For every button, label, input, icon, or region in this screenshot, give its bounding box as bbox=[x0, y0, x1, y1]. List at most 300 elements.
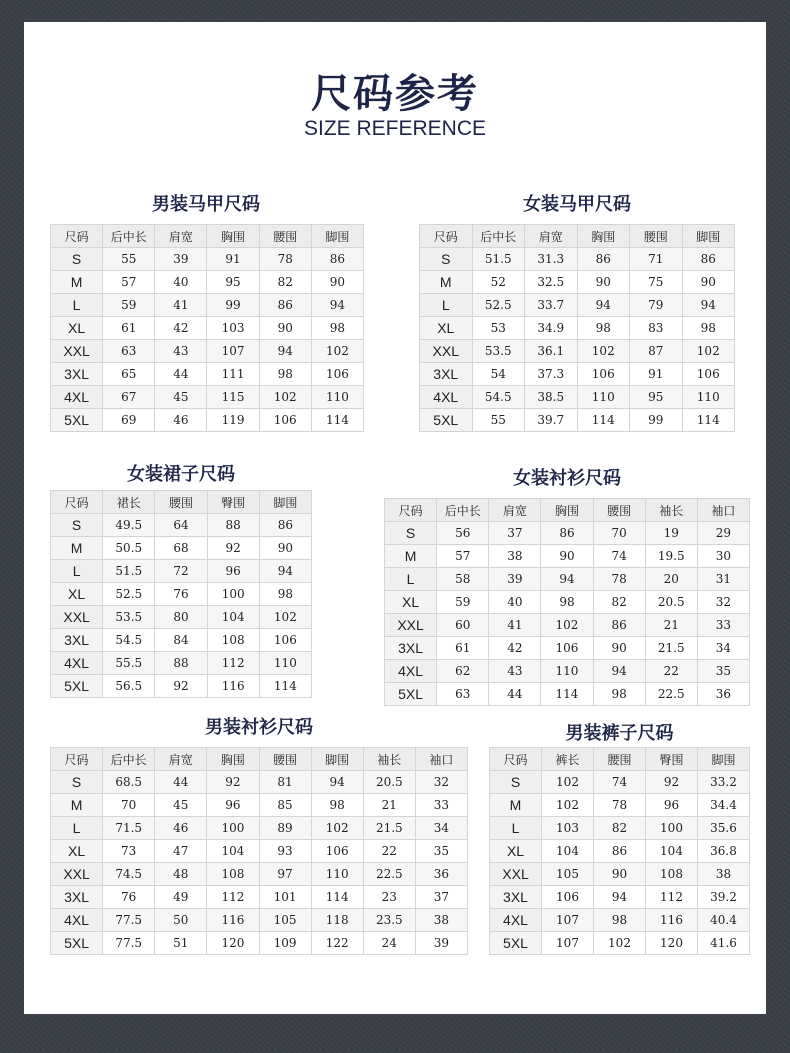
measurement-cell: 41 bbox=[155, 294, 207, 317]
size-label-cell: M bbox=[51, 537, 103, 560]
measurement-cell: 35 bbox=[697, 660, 749, 683]
table-row bbox=[420, 363, 735, 386]
column-header: 胸围 bbox=[207, 225, 259, 248]
size-label-cell: 4XL bbox=[51, 386, 103, 409]
measurement-cell: 94 bbox=[311, 771, 363, 794]
column-header: 裤长 bbox=[542, 748, 594, 771]
measurement-cell: 63 bbox=[437, 683, 489, 706]
measurement-cell: 108 bbox=[207, 629, 259, 652]
column-header: 腰围 bbox=[630, 225, 683, 248]
measurement-cell: 39 bbox=[489, 568, 541, 591]
size-label-cell: XL bbox=[51, 840, 103, 863]
measurement-cell: 55 bbox=[472, 409, 525, 432]
measurement-cell: 22 bbox=[645, 660, 697, 683]
measurement-cell: 82 bbox=[594, 817, 646, 840]
size-label-cell: 4XL bbox=[490, 909, 542, 932]
measurement-cell: 67 bbox=[103, 386, 155, 409]
measurement-cell: 97 bbox=[259, 863, 311, 886]
measurement-cell: 39.7 bbox=[525, 409, 578, 432]
measurement-cell: 38 bbox=[489, 545, 541, 568]
measurement-cell: 106 bbox=[541, 637, 593, 660]
measurement-cell: 19 bbox=[645, 522, 697, 545]
measurement-cell: 93 bbox=[259, 840, 311, 863]
table-row bbox=[51, 932, 468, 955]
measurement-cell: 122 bbox=[311, 932, 363, 955]
size-label-cell: 4XL bbox=[385, 660, 437, 683]
measurement-cell: 82 bbox=[259, 271, 311, 294]
measurement-cell: 99 bbox=[630, 409, 683, 432]
mens-vest-title: 男装马甲尺码 bbox=[152, 194, 260, 215]
column-header: 肩宽 bbox=[155, 225, 207, 248]
measurement-cell: 114 bbox=[311, 886, 363, 909]
measurement-cell: 20.5 bbox=[645, 591, 697, 614]
size-label-cell: 5XL bbox=[385, 683, 437, 706]
table-row bbox=[51, 817, 468, 840]
measurement-cell: 90 bbox=[259, 317, 311, 340]
measurement-cell: 96 bbox=[646, 794, 698, 817]
column-header: 脚围 bbox=[311, 225, 363, 248]
measurement-cell: 20.5 bbox=[363, 771, 415, 794]
measurement-cell: 107 bbox=[542, 932, 594, 955]
table-row bbox=[51, 863, 468, 886]
size-label-cell: XL bbox=[385, 591, 437, 614]
measurement-cell: 120 bbox=[207, 932, 259, 955]
measurement-cell: 106 bbox=[682, 363, 735, 386]
measurement-cell: 61 bbox=[103, 317, 155, 340]
column-header: 胸围 bbox=[577, 225, 630, 248]
measurement-cell: 33 bbox=[697, 614, 749, 637]
table-row bbox=[385, 591, 750, 614]
measurement-cell: 65 bbox=[103, 363, 155, 386]
measurement-cell: 38 bbox=[415, 909, 467, 932]
size-label-cell: XXL bbox=[51, 340, 103, 363]
measurement-cell: 43 bbox=[155, 340, 207, 363]
womens-shirt-table bbox=[384, 498, 750, 706]
size-label-cell: 3XL bbox=[420, 363, 473, 386]
size-label-cell: M bbox=[420, 271, 473, 294]
column-header: 后中长 bbox=[437, 499, 489, 522]
table-row bbox=[420, 386, 735, 409]
measurement-cell: 118 bbox=[311, 909, 363, 932]
measurement-cell: 64 bbox=[155, 514, 207, 537]
measurement-cell: 90 bbox=[577, 271, 630, 294]
measurement-cell: 35 bbox=[415, 840, 467, 863]
womens-vest-title: 女装马甲尺码 bbox=[523, 194, 631, 215]
measurement-cell: 106 bbox=[311, 840, 363, 863]
measurement-cell: 86 bbox=[577, 248, 630, 271]
table-row bbox=[51, 909, 468, 932]
column-header: 尺码 bbox=[385, 499, 437, 522]
measurement-cell: 110 bbox=[682, 386, 735, 409]
table-row bbox=[385, 660, 750, 683]
measurement-cell: 102 bbox=[542, 771, 594, 794]
measurement-cell: 86 bbox=[594, 840, 646, 863]
table-row bbox=[51, 840, 468, 863]
column-header: 腰围 bbox=[155, 491, 207, 514]
measurement-cell: 54.5 bbox=[103, 629, 155, 652]
measurement-cell: 39.2 bbox=[698, 886, 750, 909]
table-row bbox=[51, 794, 468, 817]
measurement-cell: 106 bbox=[577, 363, 630, 386]
size-label-cell: 3XL bbox=[385, 637, 437, 660]
measurement-cell: 77.5 bbox=[103, 909, 155, 932]
measurement-cell: 76 bbox=[103, 886, 155, 909]
table-row bbox=[51, 537, 312, 560]
measurement-cell: 71.5 bbox=[103, 817, 155, 840]
table-row bbox=[51, 675, 312, 698]
measurement-cell: 21.5 bbox=[645, 637, 697, 660]
measurement-cell: 34.4 bbox=[698, 794, 750, 817]
measurement-cell: 55.5 bbox=[103, 652, 155, 675]
size-label-cell: XL bbox=[420, 317, 473, 340]
table-row bbox=[51, 409, 364, 432]
column-header: 尺码 bbox=[51, 491, 103, 514]
table-row bbox=[420, 340, 735, 363]
measurement-cell: 86 bbox=[311, 248, 363, 271]
measurement-cell: 94 bbox=[259, 560, 311, 583]
table-row bbox=[490, 771, 750, 794]
size-label-cell: 5XL bbox=[420, 409, 473, 432]
measurement-cell: 75 bbox=[630, 271, 683, 294]
table-row bbox=[490, 863, 750, 886]
column-header: 脚围 bbox=[259, 491, 311, 514]
table-row bbox=[490, 840, 750, 863]
measurement-cell: 116 bbox=[207, 675, 259, 698]
measurement-cell: 52.5 bbox=[103, 583, 155, 606]
measurement-cell: 77.5 bbox=[103, 932, 155, 955]
measurement-cell: 41.6 bbox=[698, 932, 750, 955]
measurement-cell: 40 bbox=[489, 591, 541, 614]
measurement-cell: 53.5 bbox=[472, 340, 525, 363]
header-row bbox=[51, 491, 312, 514]
measurement-cell: 42 bbox=[489, 637, 541, 660]
measurement-cell: 102 bbox=[541, 614, 593, 637]
column-header: 腰围 bbox=[259, 225, 311, 248]
measurement-cell: 24 bbox=[363, 932, 415, 955]
column-header: 袖长 bbox=[645, 499, 697, 522]
size-label-cell: XXL bbox=[420, 340, 473, 363]
size-label-cell: S bbox=[51, 248, 103, 271]
measurement-cell: 90 bbox=[311, 271, 363, 294]
measurement-cell: 55 bbox=[103, 248, 155, 271]
measurement-cell: 56.5 bbox=[103, 675, 155, 698]
measurement-cell: 82 bbox=[593, 591, 645, 614]
mens-pants-table bbox=[489, 747, 750, 955]
measurement-cell: 36 bbox=[415, 863, 467, 886]
column-header: 尺码 bbox=[51, 225, 103, 248]
table-row bbox=[490, 932, 750, 955]
table-row bbox=[51, 294, 364, 317]
measurement-cell: 91 bbox=[207, 248, 259, 271]
table-row bbox=[420, 409, 735, 432]
column-header: 尺码 bbox=[420, 225, 473, 248]
column-header: 胸围 bbox=[207, 748, 259, 771]
measurement-cell: 51 bbox=[155, 932, 207, 955]
measurement-cell: 71 bbox=[630, 248, 683, 271]
table-row bbox=[490, 817, 750, 840]
column-header: 肩宽 bbox=[155, 748, 207, 771]
measurement-cell: 102 bbox=[259, 606, 311, 629]
table-row bbox=[385, 614, 750, 637]
table-row bbox=[420, 294, 735, 317]
measurement-cell: 102 bbox=[594, 932, 646, 955]
measurement-cell: 114 bbox=[541, 683, 593, 706]
measurement-cell: 78 bbox=[259, 248, 311, 271]
size-label-cell: M bbox=[51, 271, 103, 294]
header-row bbox=[51, 225, 364, 248]
table-row bbox=[490, 794, 750, 817]
column-header: 脚围 bbox=[682, 225, 735, 248]
measurement-cell: 30 bbox=[697, 545, 749, 568]
size-label-cell: S bbox=[420, 248, 473, 271]
size-label-cell: XL bbox=[51, 583, 103, 606]
measurement-cell: 59 bbox=[103, 294, 155, 317]
measurement-cell: 44 bbox=[489, 683, 541, 706]
measurement-cell: 52 bbox=[472, 271, 525, 294]
measurement-cell: 34 bbox=[415, 817, 467, 840]
measurement-cell: 105 bbox=[542, 863, 594, 886]
measurement-cell: 110 bbox=[541, 660, 593, 683]
measurement-cell: 78 bbox=[594, 794, 646, 817]
measurement-cell: 34 bbox=[697, 637, 749, 660]
measurement-cell: 86 bbox=[541, 522, 593, 545]
size-label-cell: 4XL bbox=[51, 652, 103, 675]
measurement-cell: 36.1 bbox=[525, 340, 578, 363]
measurement-cell: 108 bbox=[646, 863, 698, 886]
measurement-cell: 62 bbox=[437, 660, 489, 683]
measurement-cell: 102 bbox=[311, 340, 363, 363]
measurement-cell: 110 bbox=[259, 652, 311, 675]
measurement-cell: 106 bbox=[311, 363, 363, 386]
measurement-cell: 84 bbox=[155, 629, 207, 652]
measurement-cell: 98 bbox=[594, 909, 646, 932]
measurement-cell: 86 bbox=[682, 248, 735, 271]
measurement-cell: 45 bbox=[155, 386, 207, 409]
measurement-cell: 47 bbox=[155, 840, 207, 863]
measurement-cell: 76 bbox=[155, 583, 207, 606]
measurement-cell: 68 bbox=[155, 537, 207, 560]
measurement-cell: 74 bbox=[593, 545, 645, 568]
measurement-cell: 83 bbox=[630, 317, 683, 340]
measurement-cell: 106 bbox=[542, 886, 594, 909]
measurement-cell: 49.5 bbox=[103, 514, 155, 537]
measurement-cell: 35.6 bbox=[698, 817, 750, 840]
table-row bbox=[51, 886, 468, 909]
measurement-cell: 98 bbox=[593, 683, 645, 706]
measurement-cell: 98 bbox=[577, 317, 630, 340]
womens-shirt-title: 女装衬衫尺码 bbox=[513, 468, 621, 489]
measurement-cell: 112 bbox=[207, 652, 259, 675]
measurement-cell: 96 bbox=[207, 560, 259, 583]
measurement-cell: 96 bbox=[207, 794, 259, 817]
measurement-cell: 57 bbox=[437, 545, 489, 568]
size-label-cell: 5XL bbox=[51, 932, 103, 955]
measurement-cell: 94 bbox=[259, 340, 311, 363]
measurement-cell: 102 bbox=[259, 386, 311, 409]
measurement-cell: 22.5 bbox=[363, 863, 415, 886]
measurement-cell: 111 bbox=[207, 363, 259, 386]
measurement-cell: 110 bbox=[577, 386, 630, 409]
size-label-cell: XXL bbox=[51, 863, 103, 886]
size-label-cell: 3XL bbox=[490, 886, 542, 909]
measurement-cell: 33 bbox=[415, 794, 467, 817]
column-header: 肩宽 bbox=[489, 499, 541, 522]
measurement-cell: 51.5 bbox=[472, 248, 525, 271]
table-row bbox=[385, 522, 750, 545]
page-subtitle: SIZE REFERENCE bbox=[303, 117, 487, 140]
measurement-cell: 107 bbox=[542, 909, 594, 932]
measurement-cell: 44 bbox=[155, 771, 207, 794]
womens-skirt-title: 女装裙子尺码 bbox=[127, 464, 235, 485]
measurement-cell: 74.5 bbox=[103, 863, 155, 886]
measurement-cell: 92 bbox=[207, 537, 259, 560]
table-row bbox=[420, 271, 735, 294]
measurement-cell: 37 bbox=[489, 522, 541, 545]
size-label-cell: M bbox=[385, 545, 437, 568]
column-header: 袖长 bbox=[363, 748, 415, 771]
size-label-cell: XL bbox=[490, 840, 542, 863]
measurement-cell: 103 bbox=[207, 317, 259, 340]
measurement-cell: 33.2 bbox=[698, 771, 750, 794]
measurement-cell: 32 bbox=[415, 771, 467, 794]
header-row bbox=[385, 499, 750, 522]
table-row bbox=[51, 363, 364, 386]
measurement-cell: 103 bbox=[542, 817, 594, 840]
size-label-cell: XL bbox=[51, 317, 103, 340]
measurement-cell: 86 bbox=[259, 514, 311, 537]
measurement-cell: 21.5 bbox=[363, 817, 415, 840]
measurement-cell: 23.5 bbox=[363, 909, 415, 932]
measurement-cell: 98 bbox=[682, 317, 735, 340]
column-header: 尺码 bbox=[490, 748, 542, 771]
measurement-cell: 90 bbox=[682, 271, 735, 294]
measurement-cell: 21 bbox=[363, 794, 415, 817]
measurement-cell: 94 bbox=[594, 886, 646, 909]
measurement-cell: 54 bbox=[472, 363, 525, 386]
measurement-cell: 94 bbox=[682, 294, 735, 317]
measurement-cell: 116 bbox=[646, 909, 698, 932]
measurement-cell: 104 bbox=[542, 840, 594, 863]
measurement-cell: 58 bbox=[437, 568, 489, 591]
measurement-cell: 106 bbox=[259, 409, 311, 432]
measurement-cell: 53 bbox=[472, 317, 525, 340]
column-header: 腰围 bbox=[259, 748, 311, 771]
column-header: 胸围 bbox=[541, 499, 593, 522]
measurement-cell: 22 bbox=[363, 840, 415, 863]
column-header: 袖口 bbox=[697, 499, 749, 522]
column-header: 腰围 bbox=[593, 499, 645, 522]
measurement-cell: 116 bbox=[207, 909, 259, 932]
size-label-cell: L bbox=[51, 560, 103, 583]
size-chart-sheet bbox=[24, 22, 766, 1014]
measurement-cell: 68.5 bbox=[103, 771, 155, 794]
measurement-cell: 94 bbox=[311, 294, 363, 317]
measurement-cell: 94 bbox=[541, 568, 593, 591]
column-header: 臀围 bbox=[646, 748, 698, 771]
table-row bbox=[420, 248, 735, 271]
measurement-cell: 70 bbox=[103, 794, 155, 817]
measurement-cell: 49 bbox=[155, 886, 207, 909]
measurement-cell: 29 bbox=[697, 522, 749, 545]
measurement-cell: 98 bbox=[259, 583, 311, 606]
measurement-cell: 106 bbox=[259, 629, 311, 652]
column-header: 腰围 bbox=[594, 748, 646, 771]
measurement-cell: 50.5 bbox=[103, 537, 155, 560]
measurement-cell: 105 bbox=[259, 909, 311, 932]
column-header: 袖口 bbox=[415, 748, 467, 771]
measurement-cell: 86 bbox=[593, 614, 645, 637]
table-row bbox=[385, 637, 750, 660]
measurement-cell: 31.3 bbox=[525, 248, 578, 271]
measurement-cell: 61 bbox=[437, 637, 489, 660]
column-header: 肩宽 bbox=[525, 225, 578, 248]
measurement-cell: 90 bbox=[541, 545, 593, 568]
measurement-cell: 92 bbox=[155, 675, 207, 698]
measurement-cell: 100 bbox=[207, 817, 259, 840]
measurement-cell: 63 bbox=[103, 340, 155, 363]
measurement-cell: 60 bbox=[437, 614, 489, 637]
measurement-cell: 107 bbox=[207, 340, 259, 363]
measurement-cell: 72 bbox=[155, 560, 207, 583]
measurement-cell: 104 bbox=[207, 840, 259, 863]
measurement-cell: 43 bbox=[489, 660, 541, 683]
table-row bbox=[51, 271, 364, 294]
measurement-cell: 90 bbox=[259, 537, 311, 560]
table-row bbox=[51, 248, 364, 271]
column-header: 裙长 bbox=[103, 491, 155, 514]
measurement-cell: 39 bbox=[155, 248, 207, 271]
measurement-cell: 98 bbox=[311, 794, 363, 817]
measurement-cell: 112 bbox=[646, 886, 698, 909]
measurement-cell: 50 bbox=[155, 909, 207, 932]
table-row bbox=[51, 771, 468, 794]
table-row bbox=[385, 568, 750, 591]
size-label-cell: 5XL bbox=[51, 675, 103, 698]
measurement-cell: 98 bbox=[311, 317, 363, 340]
table-row bbox=[51, 583, 312, 606]
table-row bbox=[51, 652, 312, 675]
size-label-cell: XXL bbox=[385, 614, 437, 637]
measurement-cell: 108 bbox=[207, 863, 259, 886]
size-label-cell: M bbox=[51, 794, 103, 817]
size-label-cell: S bbox=[51, 514, 103, 537]
measurement-cell: 45 bbox=[155, 794, 207, 817]
column-header: 臀围 bbox=[207, 491, 259, 514]
measurement-cell: 51.5 bbox=[103, 560, 155, 583]
measurement-cell: 44 bbox=[155, 363, 207, 386]
size-label-cell: 3XL bbox=[51, 629, 103, 652]
measurement-cell: 54.5 bbox=[472, 386, 525, 409]
measurement-cell: 59 bbox=[437, 591, 489, 614]
measurement-cell: 42 bbox=[155, 317, 207, 340]
table-row bbox=[51, 386, 364, 409]
mens-shirt-table bbox=[50, 747, 468, 955]
measurement-cell: 102 bbox=[682, 340, 735, 363]
measurement-cell: 37.3 bbox=[525, 363, 578, 386]
header-row bbox=[490, 748, 750, 771]
measurement-cell: 102 bbox=[577, 340, 630, 363]
measurement-cell: 32 bbox=[697, 591, 749, 614]
table-row bbox=[51, 606, 312, 629]
mens-shirt-title: 男装衬衫尺码 bbox=[205, 717, 313, 738]
size-label-cell: L bbox=[420, 294, 473, 317]
table-row bbox=[385, 545, 750, 568]
measurement-cell: 40.4 bbox=[698, 909, 750, 932]
measurement-cell: 36.8 bbox=[698, 840, 750, 863]
measurement-cell: 104 bbox=[207, 606, 259, 629]
measurement-cell: 114 bbox=[682, 409, 735, 432]
measurement-cell: 104 bbox=[646, 840, 698, 863]
